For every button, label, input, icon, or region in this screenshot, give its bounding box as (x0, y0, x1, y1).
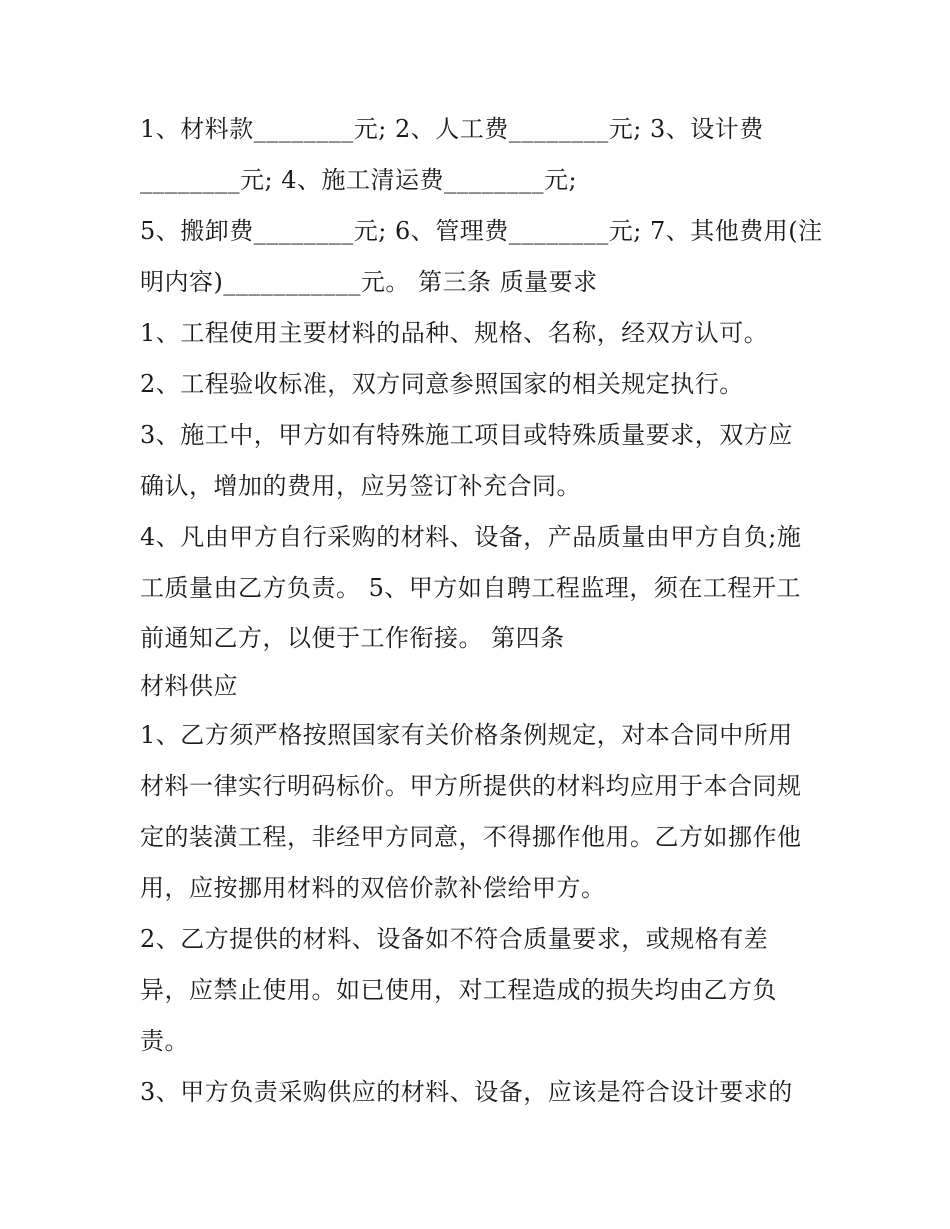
text-line: 用，应按挪用材料的双倍价款补偿给甲方。 (140, 874, 606, 902)
text-line: 确认，增加的费用，应另签订补充合同。 (140, 472, 581, 500)
section-heading: 材料供应 (140, 672, 238, 700)
text-line: 责。 (140, 1027, 189, 1055)
text-line: 4、凡由甲方自行采购的材料、设备，产品质量由甲方自负;施 (140, 523, 802, 551)
text-line: 异，应禁止使用。如已使用，对工程造成的损失均由乙方负 (140, 976, 777, 1004)
text-line: 1、乙方须严格按照国家有关价格条例规定，对本合同中所用 (140, 721, 793, 749)
text-line: 1、材料款________元; 2、人工费________元; 3、设计费 (140, 115, 764, 143)
contract-text (140, 104, 840, 1118)
text-line: 3、甲方负责采购供应的材料、设备，应该是符合设计要求的 (140, 1078, 793, 1106)
text-line: 前通知乙方，以便于工作衔接。 第四条 (140, 624, 565, 652)
text-line: ________元; 4、施工清运费________元; (140, 166, 578, 194)
text-line: 定的装潢工程，非经甲方同意，不得挪作他用。乙方如挪作他 (140, 823, 802, 851)
text-line: 明内容)___________元。 第三条 质量要求 (140, 268, 598, 296)
text-line: 5、搬卸费________元; 6、管理费________元; 7、其他费用(注 (140, 217, 823, 245)
text-line: 2、乙方提供的材料、设备如不符合质量要求，或规格有差 (140, 925, 769, 953)
text-line: 工质量由乙方负责。 5、甲方如自聘工程监理，须在工程开工 (140, 574, 801, 602)
text-line: 材料一律实行明码标价。甲方所提供的材料均应用于本合同规 (140, 772, 802, 800)
text-line: 1、工程使用主要材料的品种、规格、名称，经双方认可。 (140, 319, 769, 347)
text-line: 2、工程验收标准，双方同意参照国家的相关规定执行。 (140, 370, 744, 398)
text-line: 3、施工中，甲方如有特殊施工项目或特殊质量要求，双方应 (140, 421, 793, 449)
